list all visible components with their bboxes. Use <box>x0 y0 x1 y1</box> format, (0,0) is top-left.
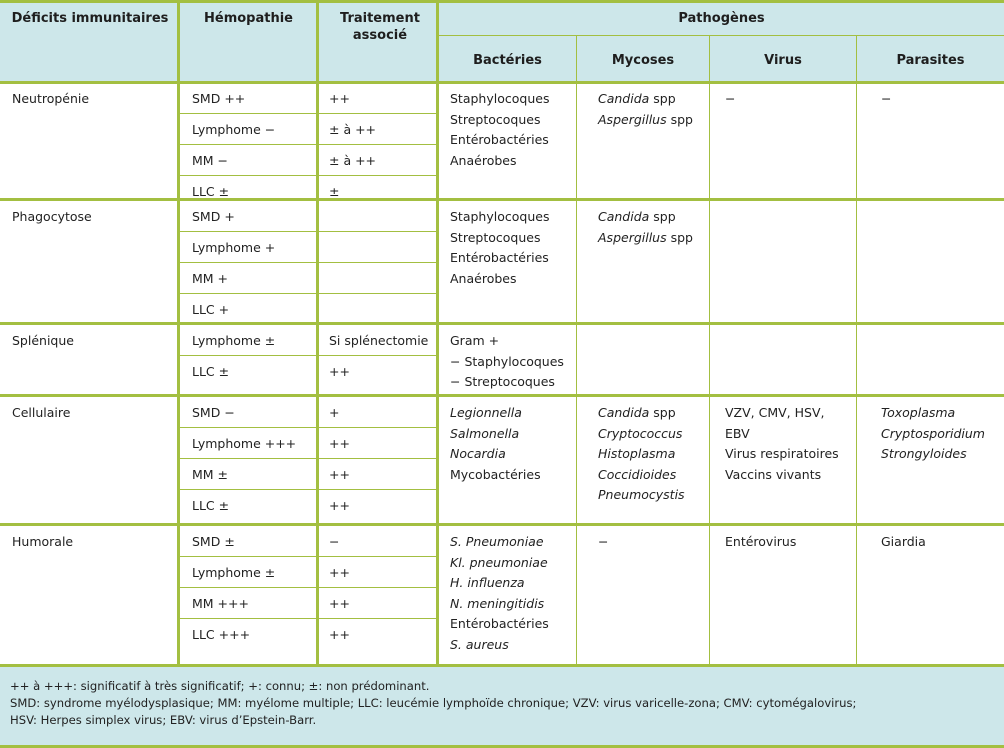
bacteries-item: Staphylocoques <box>450 209 550 224</box>
hemopathie-cell: Lymphome − <box>192 122 276 137</box>
bacteries-item: Anaérobes <box>450 270 517 286</box>
rule-subrow <box>179 293 437 294</box>
bacteries-item: N. meningitidis <box>450 595 545 611</box>
deficit-label: Humorale <box>12 534 74 549</box>
rule-subrow <box>179 231 437 232</box>
header-parasites: Parasites <box>896 53 965 68</box>
virus-item: VZV, CMV, HSV, <box>725 405 825 420</box>
bacteries-item: Entérobactéries <box>450 132 549 147</box>
virus-item: Virus respiratoires <box>725 446 839 461</box>
parasites-item: Strongyloides <box>881 446 967 461</box>
rule-subrow <box>179 556 437 557</box>
species-abbrev: spp <box>666 229 693 245</box>
deficit-label: Neutropénie <box>12 91 90 106</box>
genus-name: Candida <box>598 91 650 106</box>
traitement-cell: ++ <box>329 364 350 379</box>
bacteries-item: Nocardia <box>450 446 506 461</box>
traitement-cell: ++ <box>329 596 350 611</box>
hemopathie-cell: Lymphome +++ <box>192 436 297 451</box>
virus-item: Entérovirus <box>725 534 797 549</box>
rule-col-6 <box>856 36 857 665</box>
header-deficits: Déficits immunitaires <box>11 11 169 26</box>
header-mycoses: Mycoses <box>611 53 675 68</box>
mycoses-item <box>598 228 693 249</box>
traitement-cell: − <box>329 534 340 549</box>
genus-name: Candida <box>598 405 650 420</box>
rule-subrow <box>179 489 437 490</box>
bacteries-item: S. aureus <box>450 636 509 652</box>
rule-subrow <box>179 175 437 176</box>
header-hemopathie: Hémopathie <box>204 11 293 26</box>
bacteries-item: Legionnella <box>450 405 522 420</box>
rule-pathogenes-subheader <box>438 35 1004 36</box>
rule-subrow <box>179 458 437 459</box>
bacteries-item: Streptocoques <box>450 229 541 245</box>
traitement-cell: ± à ++ <box>329 153 377 168</box>
mycoses-item: − <box>598 534 609 549</box>
rule-group-separator <box>0 394 1004 397</box>
traitement-cell: ++ <box>329 565 350 580</box>
deficit-label: Phagocytose <box>12 209 92 224</box>
hemopathie-cell: Lymphome ± <box>192 565 276 580</box>
rule-header-bottom <box>0 81 1004 84</box>
genus-name: Candida <box>598 209 650 224</box>
header-bacteries: Bactéries <box>473 53 542 68</box>
parasites-item: Toxoplasma <box>881 405 956 420</box>
bacteries-item: Salmonella <box>450 425 520 441</box>
bacteries-item: Kl. pneumoniae <box>450 554 548 570</box>
traitement-cell: ++ <box>329 91 350 106</box>
species-abbrev: spp <box>666 111 693 127</box>
rule-subrow <box>179 262 437 263</box>
virus-item: − <box>725 91 736 106</box>
mycoses-item <box>598 110 693 131</box>
hemopathie-cell: SMD ++ <box>192 91 246 106</box>
genus-name: Aspergillus <box>598 229 667 245</box>
mycoses-item <box>598 403 676 424</box>
footnote-line-3: HSV: Herpes simplex virus; EBV: virus d’Epstein-Barr. <box>10 713 317 727</box>
rule-subrow <box>179 618 437 619</box>
hemopathie-cell: SMD ± <box>192 534 235 549</box>
mycoses-item: Pneumocystis <box>598 487 685 502</box>
rule-subrow <box>179 144 437 145</box>
hemopathie-cell: LLC ± <box>192 498 230 513</box>
hemopathie-cell: Lymphome ± <box>192 333 276 348</box>
hemopathie-cell: MM + <box>192 271 229 286</box>
rule-col-4 <box>576 36 577 665</box>
bacteries-item: Entérobactéries <box>450 616 549 631</box>
traitement-cell: ++ <box>329 627 350 642</box>
traitement-cell: Si splénectomie <box>329 333 429 348</box>
rule-col-2 <box>316 0 319 667</box>
parasites-item: − <box>881 91 892 106</box>
bacteries-item: − Streptocoques <box>450 374 555 389</box>
mycoses-item: Coccidioides <box>598 466 677 482</box>
bacteries-item: Anaérobes <box>450 152 517 168</box>
parasites-item: Cryptosporidium <box>881 425 985 441</box>
header-pathogenes: Pathogènes <box>678 11 765 26</box>
species-abbrev: spp <box>649 209 676 224</box>
rule-col-5 <box>709 36 710 665</box>
bacteries-item: − Staphylocoques <box>450 353 564 369</box>
traitement-cell: ± <box>329 184 340 199</box>
species-abbrev: spp <box>649 91 676 106</box>
rule-subrow <box>179 355 437 356</box>
rule-table-bottom <box>0 664 1004 667</box>
rule-col-1 <box>177 0 180 667</box>
hemopathie-cell: LLC ± <box>192 364 230 379</box>
bacteries-item: S. Pneumoniae <box>450 534 544 549</box>
rule-subrow <box>179 427 437 428</box>
bacteries-item: Gram + <box>450 333 500 348</box>
hemopathie-cell: LLC ± <box>192 184 230 199</box>
hemopathie-cell: SMD − <box>192 405 235 420</box>
traitement-cell: ± à ++ <box>329 122 377 137</box>
traitement-cell: + <box>329 405 340 420</box>
rule-subrow <box>179 113 437 114</box>
deficit-label: Splénique <box>12 333 74 348</box>
mycoses-item: Histoplasma <box>598 446 676 461</box>
parasites-item: Giardia <box>881 534 926 549</box>
bacteries-item: Staphylocoques <box>450 91 550 106</box>
bacteries-item: Streptocoques <box>450 111 541 127</box>
rule-col-3 <box>436 0 439 667</box>
hemopathie-cell: MM +++ <box>192 596 249 611</box>
rule-group-separator <box>0 198 1004 201</box>
hemopathie-cell: MM ± <box>192 467 229 482</box>
species-abbrev: spp <box>649 405 676 420</box>
footnote-line-2: SMD: syndrome myélodysplasique; MM: myélome multiple; LLC: leucémie lymphoïde chronique; VZV: virus varicelle-zona; CMV: cytomégalovirus; <box>10 696 857 710</box>
mycoses-item <box>598 207 676 228</box>
traitement-cell: ++ <box>329 498 350 513</box>
hemopathie-cell: SMD + <box>192 209 235 224</box>
bacteries-item: Mycobactéries <box>450 466 541 482</box>
deficit-label: Cellulaire <box>12 405 71 420</box>
bacteries-item: H. influenza <box>450 575 525 590</box>
genus-name: Aspergillus <box>598 111 667 127</box>
rule-group-separator <box>0 523 1004 526</box>
hemopathie-cell: LLC +++ <box>192 627 251 642</box>
header-traitement: Traitement associé <box>340 11 420 43</box>
hemopathie-cell: Lymphome + <box>192 240 276 255</box>
virus-item: Vaccins vivants <box>725 466 822 482</box>
bacteries-item: Entérobactéries <box>450 250 549 265</box>
traitement-cell: ++ <box>329 436 350 451</box>
hemopathie-cell: MM − <box>192 153 229 168</box>
rule-subrow <box>179 587 437 588</box>
footnote-line-1: ++ à +++: significatif à très significatif; +: connu; ±: non prédominant. <box>10 679 430 693</box>
mycoses-item <box>598 89 676 110</box>
hemopathie-cell: LLC + <box>192 302 230 317</box>
traitement-cell: ++ <box>329 467 350 482</box>
rule-top <box>0 0 1004 3</box>
header-virus: Virus <box>764 53 802 68</box>
mycoses-item: Cryptococcus <box>598 425 683 441</box>
rule-group-separator <box>0 322 1004 325</box>
virus-item: EBV <box>725 425 750 441</box>
